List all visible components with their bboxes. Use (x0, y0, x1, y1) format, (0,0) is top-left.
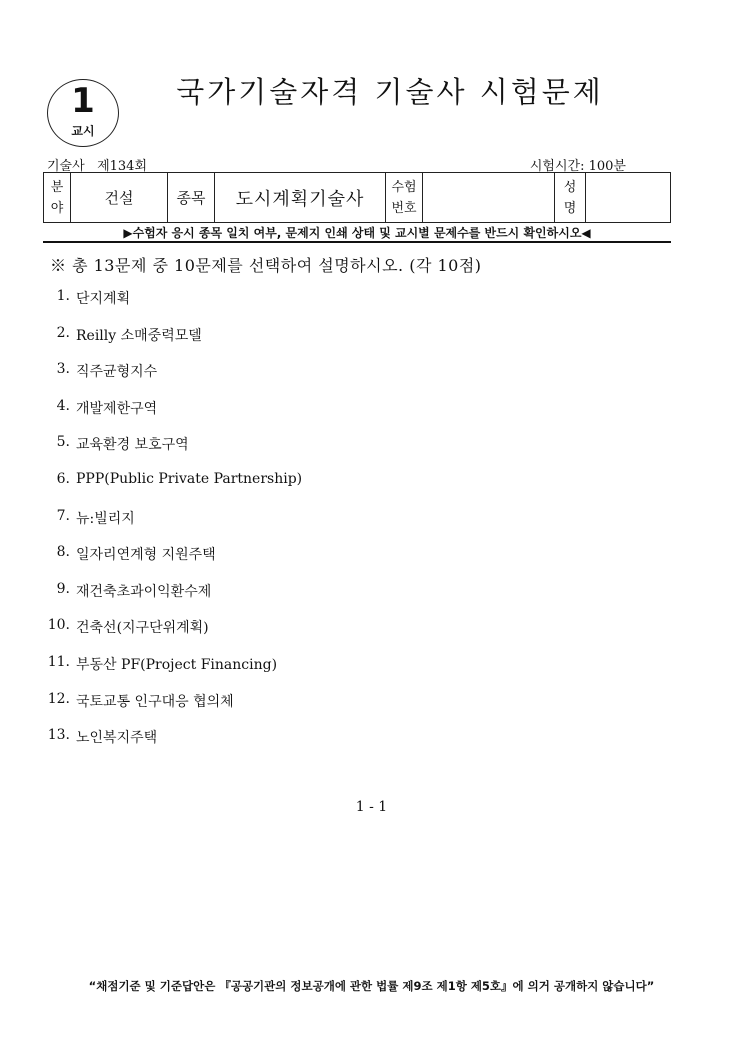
exam-info-table (43, 172, 671, 223)
field-value: 건설 (71, 173, 168, 223)
question-item: 11. 부동산 PF(Project Financing) (47, 653, 278, 673)
session-badge (47, 79, 119, 147)
question-list (40, 288, 302, 764)
page-title: 국가기술자격 기술사 시험문제 (176, 75, 604, 109)
divider (43, 241, 671, 243)
exam-number-field[interactable] (423, 173, 555, 223)
question-item: 9. 재건축초과이익환수제 (56, 580, 212, 600)
footer-disclaimer: “채점기준 및 기준답안은 『공공기관의 정보공개에 관한 법률 제9조 제1항 제5호』에 의거 공개하지 않습니다” (88, 979, 655, 993)
category-label: 종목 (168, 173, 215, 223)
question-item: 4. 개발제한구역 (56, 397, 158, 417)
exam-duration: 시험시간: 100분 (529, 159, 626, 174)
session-label: 교시 (71, 124, 95, 138)
question-item: 13. 노인복지주택 (47, 727, 158, 747)
field-label: 분 야 (44, 173, 71, 223)
notice: ▶수험자 응시 종목 일치 여부, 문제지 인쇄 상태 및 교시별 문제수를 반드시 확인하시오◀ (123, 226, 591, 240)
question-item: 5. 교육환경 보호구역 (56, 434, 189, 454)
category-value: 도시계획기술사 (215, 173, 386, 223)
name-label: 성 명 (555, 173, 586, 223)
question-item: 2. Reilly 소매중력모델 (56, 324, 202, 344)
question-item: 6. PPP(Public Private Partnership) (56, 470, 303, 487)
name-field[interactable] (586, 173, 671, 223)
question-item: 12. 국토교통 인구대응 협의체 (47, 690, 234, 710)
session-number: 1 (71, 81, 95, 121)
question-item: 3. 직주균형지수 (56, 361, 158, 381)
instruction: ※ 총 13문제 중 10문제를 선택하여 설명하시오. (각 10점) (50, 256, 482, 275)
question-item: 1. 단지계획 (56, 288, 131, 307)
question-item: 8. 일자리연계형 지원주택 (56, 544, 216, 564)
question-item: 10. 건축선(지구단위계획) (47, 617, 209, 637)
page-number: 1 - 1 (355, 799, 388, 815)
question-item: 7. 뉴:빌리지 (56, 507, 135, 527)
exam-round: 기술사 제134회 (47, 159, 148, 174)
exam-number-label: 수험 번호 (386, 173, 423, 223)
